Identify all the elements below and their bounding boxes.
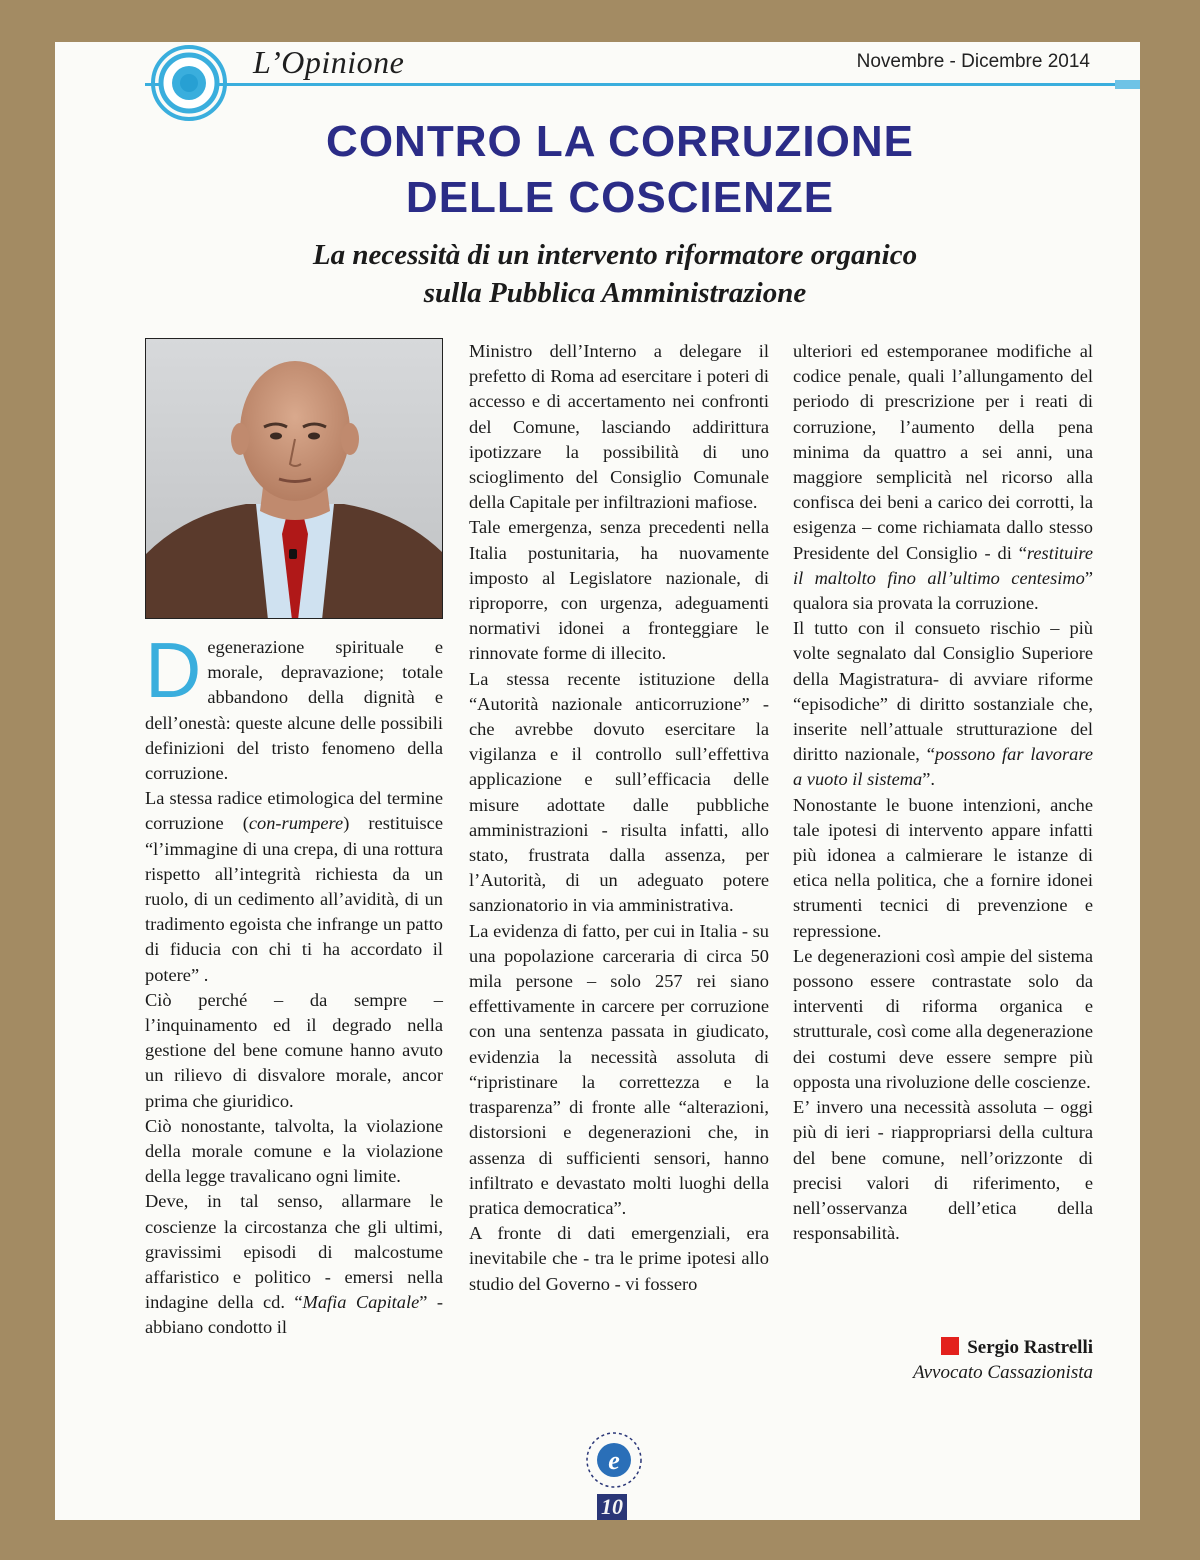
paragraph: Le degenerazioni così ampie del sistema possono essere contrastate solo da interventi di riforma organica e strutturale, così come alla degenerazione dei costumi deve essere sempre più opposta una rivoluzione delle coscienze. xyxy=(793,945,1093,1092)
article-title-line1: CONTRO LA CORRUZIONE xyxy=(326,117,914,166)
article-subtitle-line1: La necessità di un intervento riformatore organico xyxy=(312,239,918,271)
drop-cap: D xyxy=(145,626,202,714)
paragraph: Tale emergenza, senza precedenti nella Italia postunitaria, ha nuovamente imposto al Legislatore nazionale, di riproporre, con urgenza, adeguamenti normativi idonei a fronteggiare le rinnovate forme di illecito. xyxy=(469,517,769,664)
paragraph: Ministro dell’Interno a delegare il prefetto di Roma ad esercitare i poteri di accesso e di accertamento nei confronti del Comune, lasciando addirittura ipotizzare la possibilità di uno scioglimento del Consiglio Comunale della Capitale per infiltrazioni mafiose. xyxy=(469,341,769,513)
author-name: Sergio Rastrelli xyxy=(967,1337,1093,1358)
header-rule-accent xyxy=(1115,80,1140,89)
author-photo xyxy=(145,338,443,619)
svg-text:e: e xyxy=(608,1446,620,1475)
paragraph: Ciò perché – da sempre – l’inquinamento ed il degrado nella gestione del bene comune hanno avuto un rilievo di disvalore morale, ancor prima che giuridico. xyxy=(145,989,443,1111)
article-column-3 xyxy=(793,339,1093,1246)
article-subtitle xyxy=(55,236,1140,312)
magazine-logo-icon xyxy=(583,1429,645,1491)
magazine-page xyxy=(55,42,1140,1520)
article-column-2 xyxy=(469,339,769,1297)
paragraph: La stessa recente istituzione della “Autorità nazionale anticorruzione” - che avrebbe dovuto esercitare la vigilanza e il controllo sull’effettiva applicazione e sull’efficacia delle misure adottate dalle pubbliche amministrazioni - risulta infatti, allo stato, frustrata dalla assenza, per l’Autorità, di un adeguato potere sanzionatorio in via amministrativa. xyxy=(469,668,769,916)
author-signature xyxy=(745,1337,1093,1384)
paragraph: La stessa radice etimologica del termine corruzione (con-rumpere) restituisce “l’immagine di una crepa, di una rottura rispetto all’integrità richiesta da un ruolo, di un cedimento all’avidità, di un tradimento egoista che infrange un patto di fiducia con chi ti ha accordato il potere” . xyxy=(145,788,443,985)
paragraph: Il tutto con il consueto rischio – più volte segnalato dal Consiglio Superiore della Magistratura- di avviare riforme “episodiche” di diritto sostanziale che, inserite nell’attuale strutturazione del diritto nazionale, “possono far lavorare a vuoto il sistema”. xyxy=(793,618,1093,790)
paragraph: Degenerazione spirituale e morale, depravazione; totale abbandono della dignità e dell’onestà: queste alcune delle possibili definizioni del tristo fenomeno della corruzione. xyxy=(145,626,443,784)
author-role: Avvocato Cassazionista xyxy=(913,1362,1093,1383)
paragraph: Ciò nonostante, talvolta, la violazione della morale comune e la violazione della legge travalicano ogni limite. xyxy=(145,1115,443,1187)
paragraph: A fronte di dati emergenziali, era inevitabile che - tra le prime ipotesi allo studio del Governo - vi fossero xyxy=(469,1223,769,1294)
paragraph: Deve, in tal senso, allarmare le coscienze la circostanza che gli ultimi, gravissimi episodi di malcostume affaristico e politico - emersi nella indagine della cd. “Mafia Capitale” - abbiano condotto il xyxy=(145,1191,444,1338)
paragraph: La evidenza di fatto, per cui in Italia - su una popolazione carceraria di circa 50 mila persone – solo 257 rei siano effettivamente in carcere per corruzione con una sentenza passata in giudicato, evidenzia la necessità assoluta di “ripristinare la correttezza e la trasparenza” di fronte alle “alterazioni, distorsioni e degenerazioni che, in assenza di sufficienti sensori, hanno infiltrato e devastato molti luoghi della pratica democratica”. xyxy=(469,920,769,1218)
article-subtitle-line2: sulla Pubblica Amministrazione xyxy=(423,277,807,309)
section-name: L’Opinione xyxy=(253,44,405,80)
page-number: 10 xyxy=(597,1494,627,1520)
article-column-1 xyxy=(145,626,444,1341)
paragraph: ulteriori ed estemporanee modifiche al codice penale, quali l’allungamento del periodo di prescrizione per i reati di corruzione, l’aumento della pena minima da quattro a sei anni, una maggiore semplicità nel ricorso alla confisca dei beni a carico dei corrotti, la esigenza – come richiamata dallo stesso Presidente del Consiglio - di “restituire il maltolto fino all’ultimo centesimo” qualora sia provata la corruzione. xyxy=(793,341,1093,614)
paragraph: Nonostante le buone intenzioni, anche tale ipotesi di intervento appare infatti più idonea a calmierare le istanze di etica nella politica, che a fornire idonei strumenti tecnici di prevenzione e repressione. xyxy=(793,794,1093,941)
issue-date: Novembre - Dicembre 2014 xyxy=(856,51,1090,72)
header-rule xyxy=(145,83,1140,86)
author-photo-illustration xyxy=(146,339,443,619)
paragraph: E’ invero una necessità assoluta – oggi più di ieri - riappropriarsi della cultura del bene comune, nell’orizzonte di precisi valori di riferimento, e nell’osservanza dell’etica della responsabilità. xyxy=(793,1097,1093,1244)
red-square-icon xyxy=(941,1337,959,1355)
target-ring-icon xyxy=(148,42,230,124)
article-title xyxy=(55,114,1140,226)
article-title-line2: DELLE COSCIENZE xyxy=(405,173,835,222)
author-name-row xyxy=(745,1337,1093,1359)
